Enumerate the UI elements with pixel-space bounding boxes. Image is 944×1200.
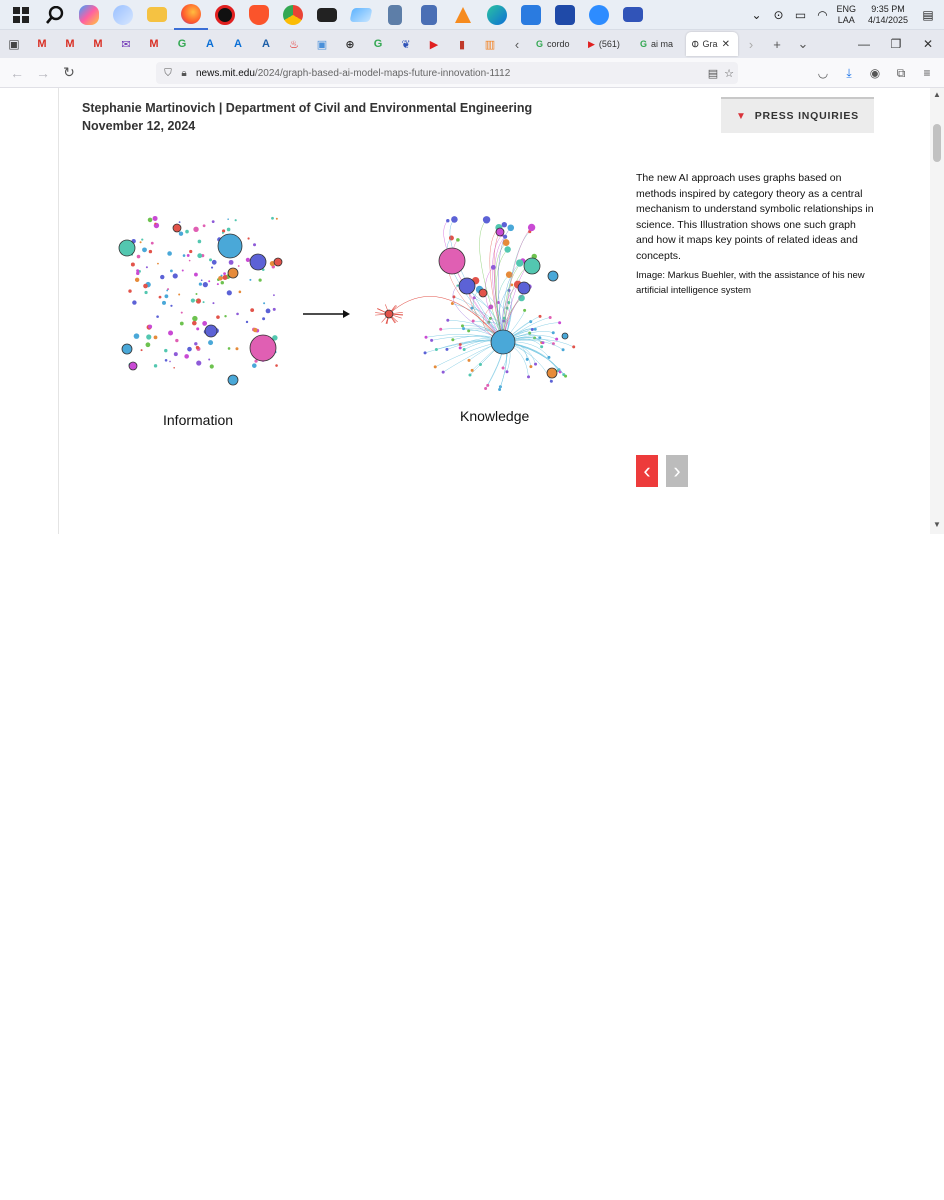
download-icon[interactable]: ⤓: [846, 65, 852, 80]
graph-illustration: [100, 208, 590, 433]
lock-icon[interactable]: 🔒︎: [181, 67, 187, 79]
press-inquiries-label: PRESS INQUIRIES: [754, 110, 859, 122]
article-figure[interactable]: [100, 208, 590, 433]
tab-label: ai ma: [651, 39, 674, 49]
toolbar-right: [812, 60, 938, 86]
clock[interactable]: [862, 4, 914, 26]
google-pin-icon[interactable]: G: [177, 38, 187, 50]
gmail-pin-icon[interactable]: M: [65, 38, 75, 50]
article-byline: [82, 99, 532, 135]
snipping-icon[interactable]: [514, 0, 548, 30]
tab-strip: [0, 30, 944, 58]
chevron-down-icon: ▼: [736, 110, 747, 122]
tab-label: cordo: [547, 39, 570, 49]
windows-start-icon[interactable]: [4, 0, 38, 30]
mail-pin-icon[interactable]: ✉: [121, 38, 131, 51]
page-scrollbar[interactable]: [930, 88, 944, 534]
store-icon[interactable]: [548, 0, 582, 30]
figure-label-information: Information: [163, 412, 234, 428]
network-icon[interactable]: [412, 0, 446, 30]
zoom-icon[interactable]: [582, 0, 616, 30]
page-content: [0, 88, 944, 534]
meet-now-icon[interactable]: ⊙: [773, 8, 784, 22]
navigation-bar: [0, 58, 944, 88]
system-tray: [748, 0, 944, 30]
azure-pin-icon[interactable]: A: [206, 38, 214, 50]
tab-cordo[interactable]: [530, 32, 582, 56]
forward-icon[interactable]: →: [36, 64, 50, 81]
notification-icon[interactable]: ▤: [922, 8, 934, 22]
gmail-pin-icon[interactable]: M: [93, 38, 103, 50]
tab-ai-ma[interactable]: [634, 32, 686, 56]
tab-label: (561): [598, 39, 620, 49]
url-domain: news.mit.edu: [196, 67, 255, 79]
new-tab-icon[interactable]: +: [773, 36, 781, 52]
bookmark-pin-icon[interactable]: ▣: [316, 38, 328, 51]
chevron-left-icon: ‹: [643, 458, 651, 483]
shield-icon[interactable]: ⛉: [164, 67, 172, 79]
azure-pin-icon[interactable]: A: [262, 38, 270, 50]
article-date: November 12, 2024: [82, 119, 196, 133]
notepad-icon[interactable]: [344, 0, 378, 30]
azure-pin-icon[interactable]: A: [234, 38, 242, 50]
address-bar[interactable]: [156, 62, 738, 84]
author-line: Stephanie Martinovich | Department of Civil and Environmental Engineering: [82, 101, 533, 115]
reload-icon[interactable]: ↻: [63, 64, 75, 80]
tab-graph-article[interactable]: [686, 32, 738, 56]
pocket-icon[interactable]: ◡: [817, 66, 829, 80]
back-icon[interactable]: ←: [10, 64, 24, 81]
chevron-right-icon: ›: [673, 458, 681, 483]
lang-top: ENG: [836, 4, 856, 14]
google-icon: G: [536, 39, 544, 49]
wifi-icon[interactable]: ◠: [817, 8, 828, 22]
scroll-up-icon[interactable]: ▲: [933, 90, 941, 99]
gmail-pin-icon[interactable]: M: [37, 38, 47, 50]
taskbar: [0, 0, 944, 30]
scroll-down-icon[interactable]: ▼: [933, 520, 941, 529]
close-window-icon[interactable]: ✕: [922, 37, 934, 51]
slideshow-prev-button[interactable]: [636, 455, 658, 487]
figure-label-knowledge: Knowledge: [460, 408, 530, 424]
lang-bottom: LAA: [837, 15, 855, 25]
window-controls: [848, 30, 944, 58]
copilot-icon[interactable]: [72, 0, 106, 30]
press-inquiries-button[interactable]: [721, 97, 874, 133]
slideshow-next-button[interactable]: [666, 455, 688, 487]
bookmark-star-icon[interactable]: ☆: [724, 67, 734, 80]
tab-youtube[interactable]: [582, 32, 634, 56]
close-tab-icon[interactable]: ✕: [721, 38, 730, 50]
santander-pin-icon[interactable]: ♨: [289, 38, 299, 51]
restore-icon[interactable]: ❐: [890, 37, 902, 51]
figure-caption: The new AI approach uses graphs based on methods inspired by category theory as a central mechanism to understand symbolic relationships in science. This Illustration shows one such graph and how it maps key points of related ideas and concepts.: [636, 172, 874, 262]
firefox-icon[interactable]: [174, 0, 208, 30]
vlc-icon[interactable]: [446, 0, 480, 30]
address-bar-actions: [708, 67, 734, 80]
gmail-pin-icon[interactable]: M: [149, 38, 159, 50]
account-icon[interactable]: ◉: [869, 66, 881, 80]
minimize-icon[interactable]: —: [858, 37, 870, 51]
url-path: /2024/graph-based-ai-model-maps-future-innovation-1112: [254, 67, 511, 79]
url-text: [196, 68, 510, 79]
chevron-up-icon[interactable]: ⌄: [751, 8, 762, 22]
youtube-pin-icon[interactable]: ▶: [429, 38, 439, 51]
figure-credit: Image: Markus Buehler, with the assistance of his new artificial intelligence system: [636, 270, 865, 296]
google-icon: G: [640, 39, 648, 49]
tab-label: Gra: [702, 39, 718, 49]
list-tabs-icon[interactable]: ⌄: [797, 36, 809, 51]
remote-desktop-icon[interactable]: [616, 0, 650, 30]
tabs-scroll-left-icon[interactable]: ‹: [514, 36, 520, 52]
terminal-icon[interactable]: [310, 0, 344, 30]
search-icon[interactable]: [38, 0, 72, 30]
file-explorer-icon[interactable]: [140, 0, 174, 30]
language-indicator[interactable]: [836, 4, 856, 26]
tab-overview-icon[interactable]: ▣: [8, 37, 20, 51]
reader-view-icon[interactable]: ▤: [707, 67, 719, 80]
google-pin-icon[interactable]: G: [373, 38, 383, 50]
tabs-scroll-right-icon[interactable]: ›: [748, 36, 754, 52]
clock-time: 9:35 PM: [871, 4, 905, 14]
scroll-thumb[interactable]: [933, 124, 941, 162]
left-divider: [58, 88, 59, 534]
menu-icon[interactable]: ≡: [923, 66, 931, 80]
clock-date: 4/14/2025: [867, 15, 909, 25]
youtube-icon: ▶: [588, 38, 595, 49]
pinned-tabs: [28, 30, 504, 58]
orange-pin-icon[interactable]: ▥: [484, 38, 496, 51]
brave-icon[interactable]: [242, 0, 276, 30]
paint-icon[interactable]: [106, 0, 140, 30]
chrome-icon[interactable]: [276, 0, 310, 30]
calculator-icon[interactable]: [378, 0, 412, 30]
app-pin-icon[interactable]: ▮: [458, 38, 466, 51]
edge-icon[interactable]: [480, 0, 514, 30]
obs-icon[interactable]: [208, 0, 242, 30]
mit-icon: ⦶: [692, 38, 699, 49]
battery-icon[interactable]: ▭: [794, 8, 807, 22]
globe-pin-icon[interactable]: ⊕: [345, 38, 355, 51]
shield-pin-icon[interactable]: ❦: [401, 38, 411, 51]
extensions-icon[interactable]: ⧉: [896, 65, 906, 80]
taskbar-apps: [0, 0, 650, 30]
